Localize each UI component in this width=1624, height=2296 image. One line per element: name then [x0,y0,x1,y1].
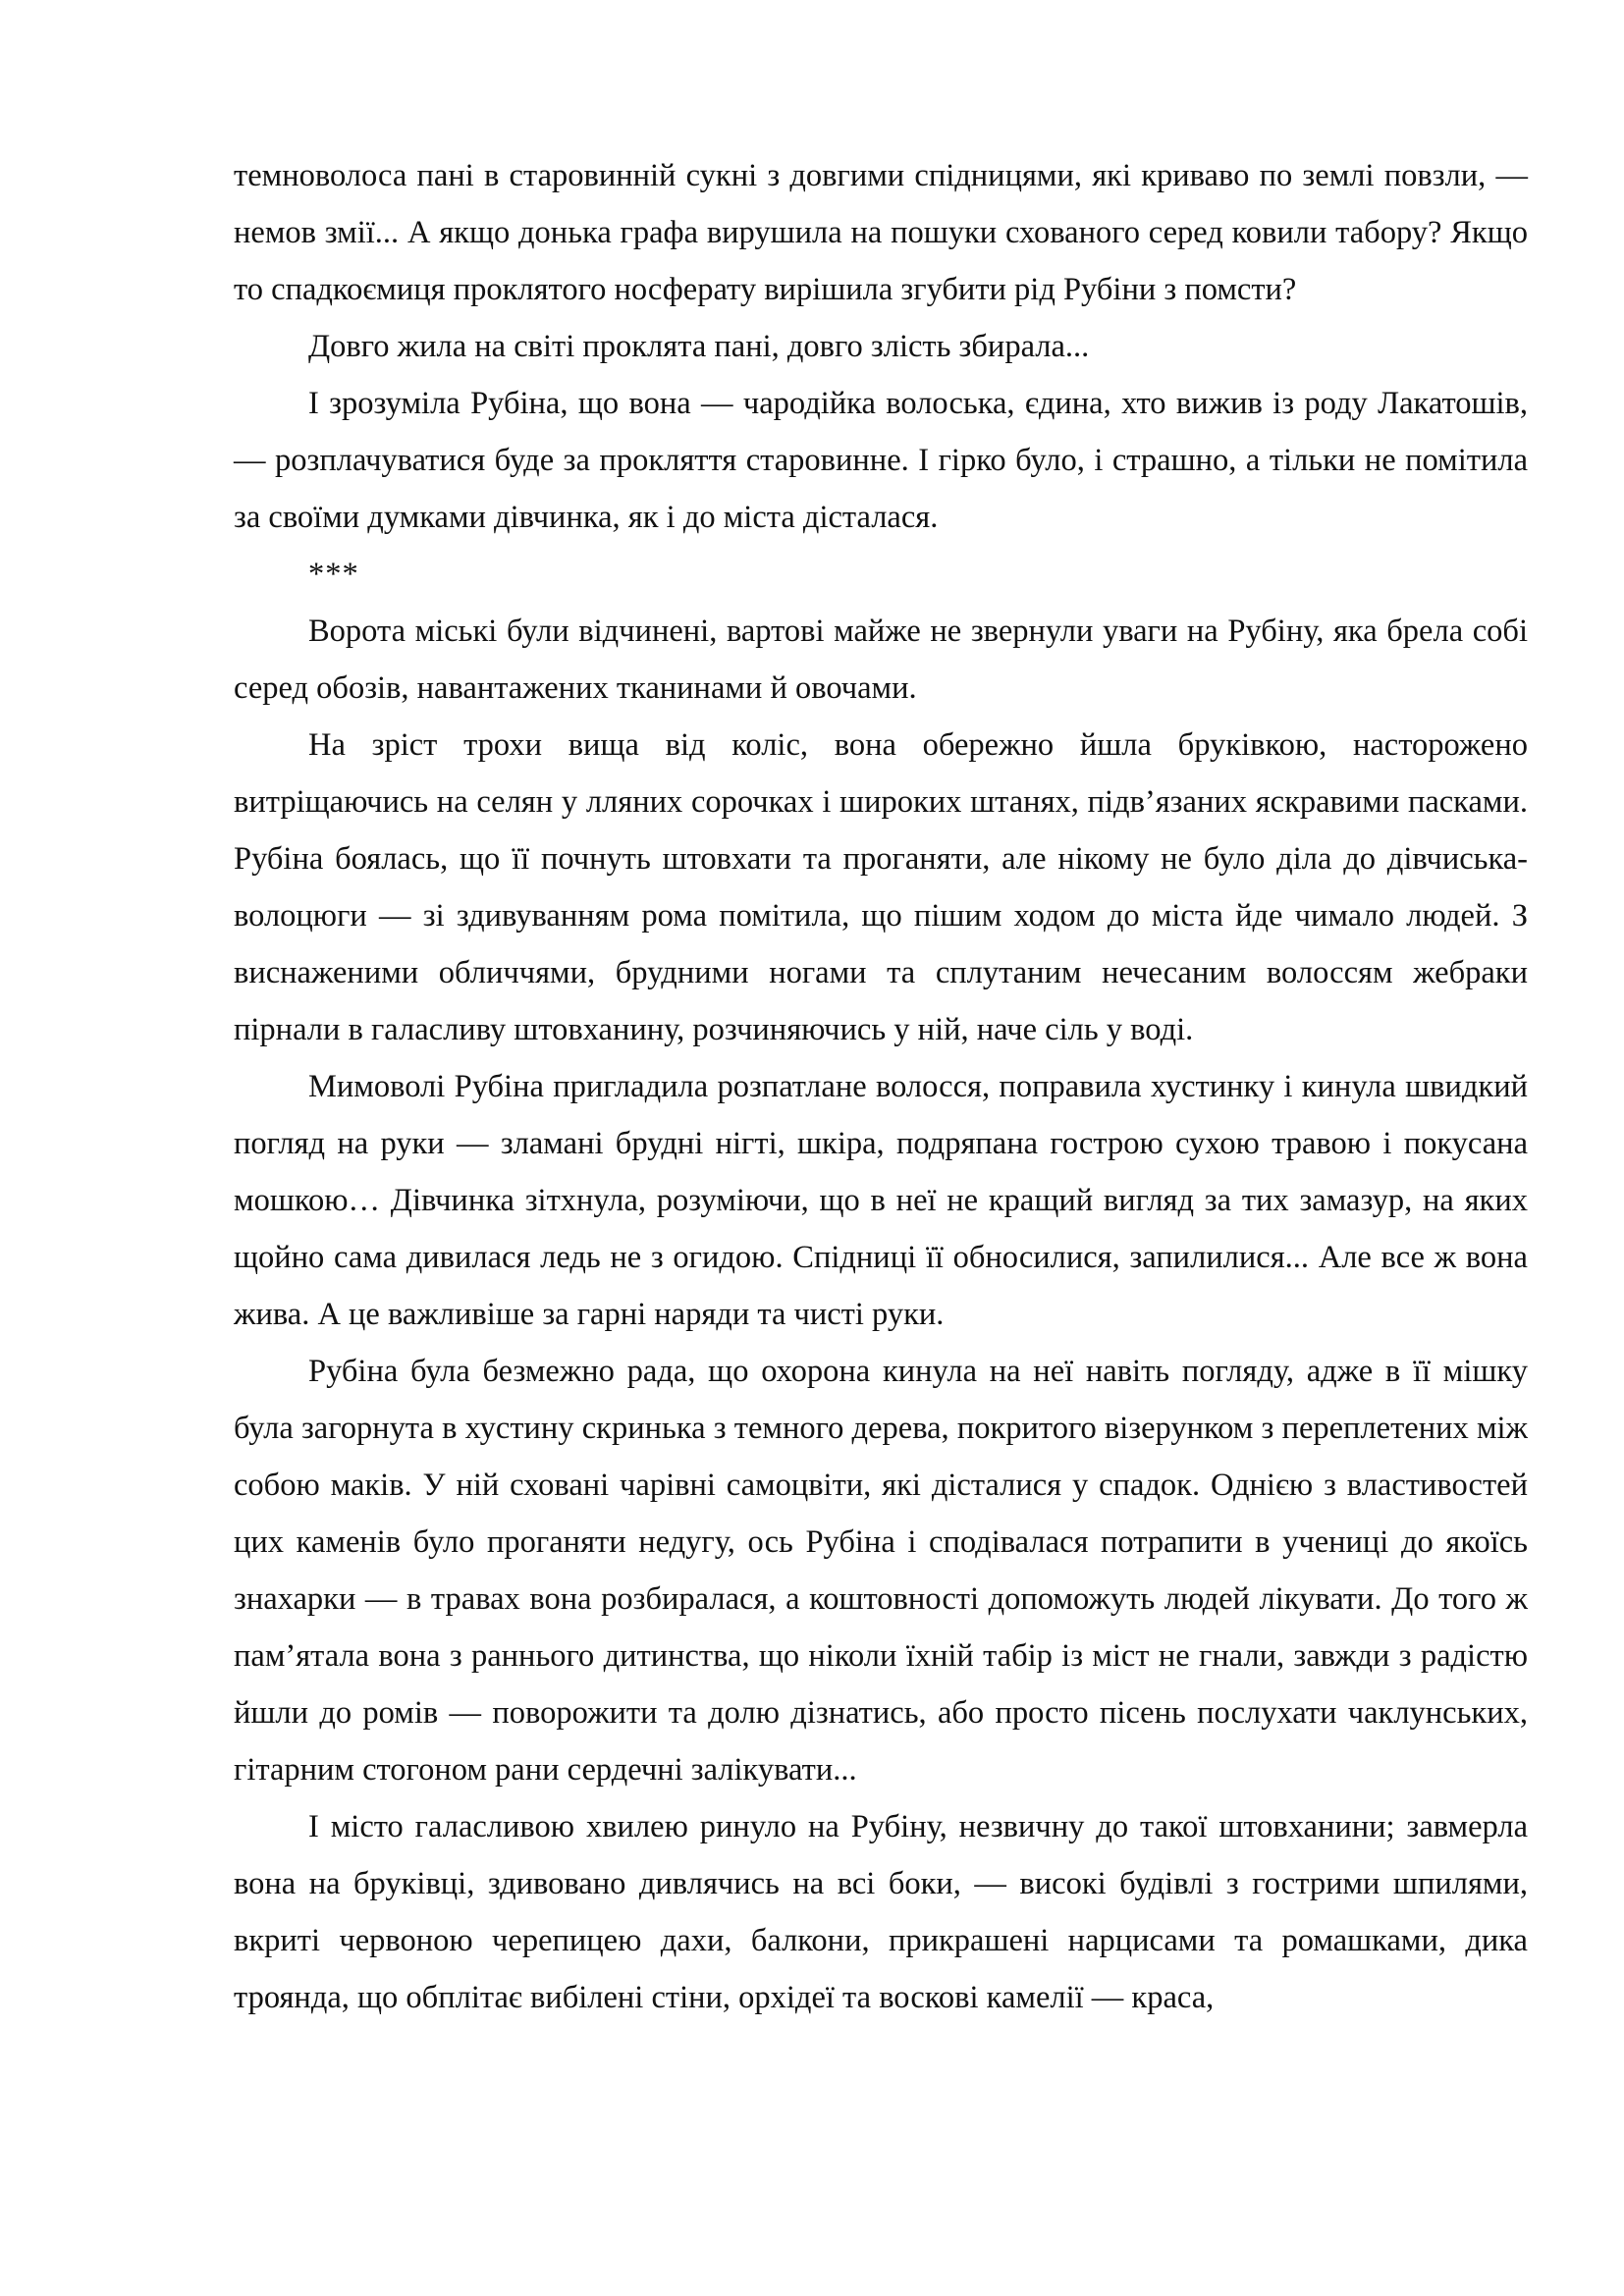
paragraph-continuation: темноволоса пані в старовинній сукні з довгими спідницями, які криваво по землі повзли, — немов змії... А якщо донька графа вирушила на пошуки схованого серед ковили табору? Якщо то спадкоємиця проклятого носферату вирішила згубити рід Рубіни з помсти? [234,158,1528,307]
paragraph: Довго жила на світі проклята пані, довго злість збирала... [308,329,1090,364]
document-page [234,147,1528,2026]
paragraph: І місто галасливою хвилею ринуло на Рубіну, незвичну до такої штовханини; завмерла вона на бруківці, здивовано дивлячись на всі боки, — високі будівлі з гострими шпилями, вкриті червоною черепицею дахи, балкони, прикрашені нарцисами та ромашками, дика троянда, що обплітає вибілені стіни, орхідеї та воскові камелії — краса, [234,1809,1528,2015]
paragraph: Ворота міські були відчинені, вартові майже не звернули уваги на Рубіну, яка брела собі серед обозів, навантажених тканинами й овочами. [234,614,1528,706]
paragraph: На зріст трохи вища від коліс, вона обережно йшла бруківкою, насторожено витріщаючись на селян у лляних сорочках і широких штанях, підв’язаних яскравими пасками. Рубіна боялась, що її почнуть штовхати та проганяти, але нікому не було діла до дівчиська-волоцюги — зі здивуванням рома помітила, що пішим ходом до міста йде чимало людей. З виснаженими обличчями, брудними ногами та сплутаним нечесаним волоссям жебраки пірнали в галасливу штовханину, розчиняючись у ній, наче сіль у воді. [234,727,1528,1047]
paragraph: Рубіна була безмежно рада, що охорона кинула на неї навіть погляду, адже в її мішку була загорнута в хустину скринька з темного дерева, покритого візерунком з переплетених між собою маків. У ній сховані чарівні самоцвіти, які дісталися у спадок. Однією з властивостей цих каменів було проганяти недугу, ось Рубіна і сподівалася потрапити в учениці до якоїсь знахарки — в травах вона розбиралася, а коштовності допоможуть людей лікувати. До того ж пам’ятала вона з раннього дитинства, що ніколи їхній табір із міст не гнали, завжди з радістю йшли до ромів — поворожити та долю дізнатись, або просто пісень послухати чаклунських, гітарним стогоном рани сердечні залікувати... [234,1354,1528,1788]
scene-separator: *** [308,557,359,592]
paragraph: Мимоволі Рубіна пригладила розпатлане волосся, поправила хустинку і кинула швидкий погляд на руки — зламані брудні нігті, шкіра, подряпана гострою сухою травою і покусана мошкою… Дівчинка зітхнула, розуміючи, що в неї не кращий вигляд за тих замазур, на яких щойно сама дивилася ледь не з огидою. Спідниці її обносилися, запилилися... Але все ж вона жива. А це важливіше за гарні наряди та чисті руки. [234,1069,1528,1332]
paragraph: І зрозуміла Рубіна, що вона — чародійка волоська, єдина, хто вижив із роду Лакатошів, — розплачуватися буде за прокляття старовинне. І гірко було, і страшно, а тільки не помітила за своїми думками дівчинка, як і до міста дісталася. [234,386,1528,535]
